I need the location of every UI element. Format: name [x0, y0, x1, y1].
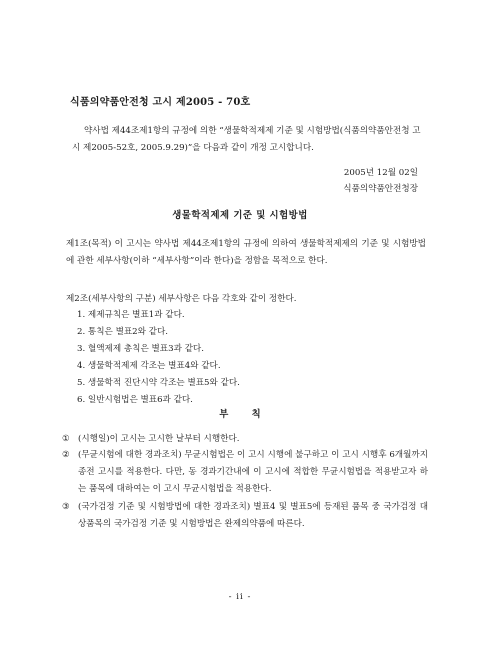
issuer: 식품의약품안전청장 — [343, 184, 418, 194]
item-marker: ① — [62, 434, 70, 444]
supplementary-item — [62, 499, 428, 533]
article-2-list — [77, 307, 240, 410]
item-marker: ② — [62, 450, 70, 460]
list-item: 1. 제제규칙은 별표1과 같다. — [77, 310, 185, 320]
supplementary-item — [62, 447, 428, 498]
list-item: 5. 생물학적 진단시약 각조는 별표5와 같다. — [77, 378, 240, 389]
list-item: 4. 생물학적제제 각조는 별표4와 같다. — [77, 361, 221, 372]
supplementary-heading: 부 칙 — [219, 409, 271, 420]
item-text: (시행일)이 고시는 고시한 날부터 시행한다. — [78, 434, 240, 444]
list-item: 3. 혈액제제 총칙은 별표3과 같다. — [77, 344, 204, 355]
article-1-text: 제1조(목적) 이 고시는 약사법 제44조제1항의 규정에 의하여 생물학적제제의 기준 및 시험방법에 관한 세부사항(이하 “세부사항”이라 한다)을 정함을 목적으로 한다. — [66, 239, 426, 266]
item-marker: ③ — [62, 502, 70, 512]
document-heading: 생물학적제제 기준 및 시험방법 — [172, 210, 308, 221]
list-item: 6. 일반시험법은 별표6과 같다. — [77, 395, 193, 406]
article-2-heading: 제2조(세부사항의 구분) 세부사항은 다음 각호와 같이 정한다. — [66, 294, 297, 304]
item-text: (무균시험에 대한 경과조치) 무균시험법은 이 고시 시행에 불구하고 이 고시 시행후 6개월까지 종전 고시를 적용한다. 다만, 동 경과기간내에 이 고시에 적합한 무균시험법을 적용받고자 하는 품목에 대하여는 이 고시 무균시험법을 적용한다. — [78, 450, 428, 494]
page-number: - ii - — [228, 592, 252, 602]
article-1 — [66, 236, 426, 270]
intro-paragraph — [72, 123, 428, 157]
item-text: (국가검정 기준 및 시험방법에 대한 경과조치) 별표4 및 별표5에 등재된 품목 중 국가검정 대상품목의 국가검정 기준 및 시험방법은 완제의약품에 따른다. — [78, 502, 428, 529]
supplementary-item — [62, 431, 428, 448]
intro-text: 약사법 제44조제1항의 규정에 의한 “생물학적제제 기준 및 시험방법(식품의약품안전청 고시 제2005-52호, 2005.9.29)”을 다음과 같이 개정 고시합니다. — [72, 126, 421, 153]
issue-date: 2005년 12월 02일 — [343, 168, 418, 178]
notice-title: 식품의약품안전청 고시 제2005 - 70호 — [70, 97, 251, 108]
list-item: 2. 통칙은 별표2와 같다. — [77, 327, 169, 338]
